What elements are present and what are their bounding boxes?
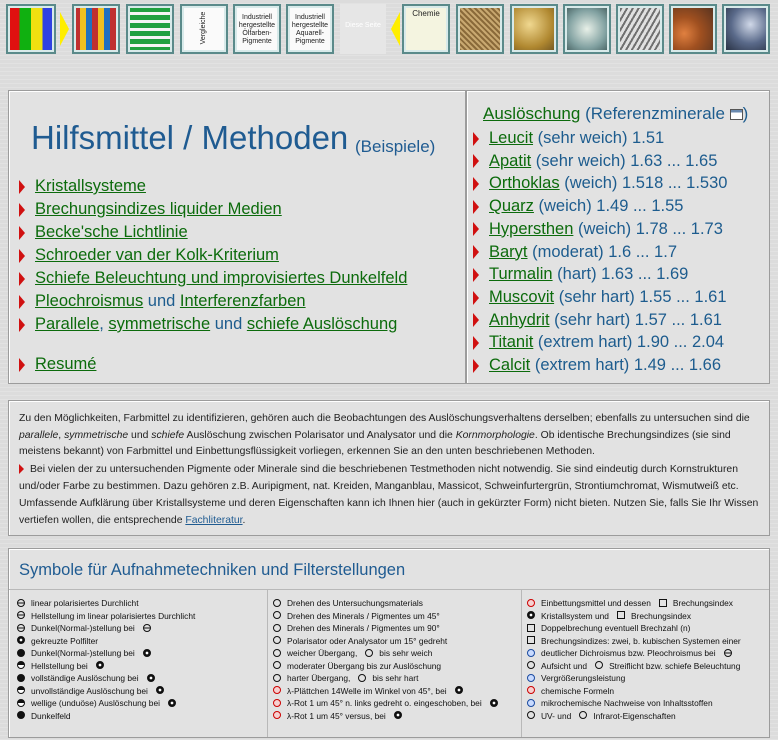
filter-icon: [527, 649, 535, 657]
symbol-text: Dunkel(Normal-)stellung bei: [31, 648, 135, 658]
method-link[interactable]: Schroeder van der Kolk-Kriterium: [35, 246, 279, 264]
red-arrow-icon: [473, 336, 479, 350]
mineral-item: [473, 265, 688, 284]
symbol-row: [273, 672, 504, 685]
half-circle-icon: [17, 661, 25, 669]
symbol-text: Dunkelfeld: [31, 710, 71, 721]
method-item: [19, 177, 146, 196]
lambda-plate-icon: [527, 599, 535, 607]
extinction-panel: [466, 90, 770, 384]
methods-panel: [8, 90, 466, 384]
rotate-icon: [273, 599, 281, 607]
red-arrow-icon: [19, 226, 25, 240]
nav-tile-text[interactable]: [286, 4, 334, 54]
symbol-row: [527, 647, 741, 660]
symbol-text: bis sehr hart: [372, 673, 419, 683]
nav-tile-text[interactable]: [233, 4, 281, 54]
symbol-row: [273, 597, 504, 610]
polarizer-icon: [724, 649, 732, 657]
symbol-row: [527, 660, 741, 673]
nav-tile-current[interactable]: [340, 4, 386, 54]
symbol-text: Drehen des Minerals / Pigmentes um 90°: [287, 623, 440, 633]
rotate-icon: [595, 661, 603, 669]
crossed-polars-icon: [17, 636, 25, 644]
mineral-info: (weich) 1.78 ... 1.73: [573, 219, 723, 238]
method-item: [19, 292, 306, 311]
mineral-info: (sehr weich) 1.63 ... 1.65: [531, 151, 718, 170]
nav-tile-micro3[interactable]: [616, 4, 664, 54]
lambda-plate-icon: [527, 686, 535, 694]
index-icon: [659, 599, 667, 607]
rotate-icon: [527, 711, 535, 719]
rotate-icon: [273, 611, 281, 619]
extinction-link[interactable]: Auslöschung: [483, 104, 581, 123]
mineral-item: [473, 243, 677, 262]
symbol-text: Hellstellung im linear polarisiertes Durchlicht: [31, 610, 196, 621]
mineral-info: (hart) 1.63 ... 1.69: [552, 265, 689, 284]
method-link[interactable]: Parallele: [35, 315, 100, 333]
symbol-row: [17, 710, 195, 723]
symbol-text: weicher Übergang,: [287, 648, 358, 658]
method-link[interactable]: Kristallsysteme: [35, 177, 146, 195]
symbol-row: [527, 610, 741, 623]
symbol-row: [527, 710, 741, 723]
symbols-column-2: [273, 597, 504, 722]
symbol-text: wellige (unduöse) Auslöschung bei: [31, 698, 160, 708]
mineral-item: [473, 129, 664, 148]
rotate-icon: [273, 674, 281, 682]
nav-tile-label: Diese Seite: [345, 22, 381, 29]
symbol-text: gekreuzte Polfilter: [31, 635, 99, 646]
mineral-info: (moderat) 1.6 ... 1.7: [527, 242, 677, 261]
mineral-info: (weich) 1.518 ... 1.530: [559, 174, 728, 193]
nav-tile-label: Chemie: [412, 9, 440, 18]
symbol-text: Brechungsindizes: zwei, b. kubischen Systemen einer: [541, 635, 741, 646]
symbol-row: [17, 672, 195, 685]
birefringence-icon: [527, 624, 535, 632]
red-arrow-icon: [473, 200, 479, 214]
symbol-text: Polarisator oder Analysator um 15° gedreht: [287, 635, 448, 646]
symbol-row: [273, 697, 504, 710]
mineral-info: (extrem hart) 1.49 ... 1.66: [530, 356, 722, 374]
red-arrow-icon: [473, 291, 479, 305]
filter-icon: [527, 699, 535, 707]
red-arrow-icon: [19, 464, 24, 474]
symbol-text: bis sehr weich: [379, 648, 433, 658]
method-link[interactable]: Interferenzfarben: [179, 292, 306, 310]
mineral-link[interactable]: Apatit: [489, 151, 532, 170]
nav-tile-micro5[interactable]: [722, 4, 770, 54]
red-arrow-icon: [19, 272, 25, 286]
crossed-polars-icon: [96, 661, 104, 669]
red-arrow-icon: [473, 313, 479, 327]
red-arrow-icon: [19, 318, 25, 332]
red-arrow-icon: [473, 132, 479, 146]
method-item: [19, 223, 188, 242]
symbol-text: λ-Plättchen 14Welle im Winkel von 45°, bei: [287, 685, 447, 696]
symbol-row: [17, 697, 195, 710]
symbol-row: [17, 610, 195, 623]
nav-tile-label: Industriell hergestellte Aquarell-Pigmente: [291, 14, 329, 45]
nav-tile-micro2[interactable]: [563, 4, 611, 54]
method-item: [19, 246, 279, 265]
nav-tile-texture[interactable]: [456, 4, 504, 54]
symbol-row: [527, 622, 741, 635]
crossed-polars-icon: [490, 699, 498, 707]
symbol-row: [527, 697, 741, 710]
index-icon: [527, 636, 535, 644]
polarizer-icon: [17, 611, 25, 619]
mineral-link[interactable]: Calcit: [489, 356, 531, 374]
symbol-row: [17, 622, 195, 635]
literature-link[interactable]: Fachliteratur: [185, 514, 243, 526]
method-item: [19, 200, 282, 219]
symbol-text: Brechungsindex: [672, 598, 733, 608]
info-panel: [8, 400, 770, 536]
divider: [267, 589, 268, 737]
symbol-row: [273, 685, 504, 698]
nav-tile-label: Industriell hergestellte Ölfarben-Pigmente: [238, 14, 276, 45]
method-connector: ,: [99, 315, 109, 333]
symbol-row: [273, 622, 504, 635]
half-circle-icon: [17, 699, 25, 707]
polarizer-icon: [143, 624, 151, 632]
mineral-link[interactable]: Turmalin: [489, 265, 553, 284]
method-connector: und: [143, 292, 180, 310]
method-link[interactable]: Pleochroismus: [35, 292, 144, 310]
method-link[interactable]: symmetrische: [108, 315, 211, 333]
lambda-plate-icon: [273, 699, 281, 707]
filter-icon: [527, 674, 535, 682]
symbol-text: Einbettungsmittel und dessen: [541, 598, 651, 608]
divider: [9, 589, 769, 590]
nav-tile-micro[interactable]: [510, 4, 558, 54]
mineral-link[interactable]: Baryt: [489, 242, 528, 261]
symbol-text: Brechungsindex: [630, 610, 692, 621]
nav-tile-colors[interactable]: [6, 4, 56, 54]
symbol-row: [273, 660, 504, 673]
symbol-text: Infrarot-Eigenschaften: [593, 710, 676, 721]
rotate-icon: [273, 649, 281, 657]
symbol-text: Dunkel(Normal-)stellung bei: [31, 623, 135, 633]
symbol-row: [527, 597, 741, 610]
symbols-panel: [8, 548, 770, 738]
nav-tile-grid[interactable]: [72, 4, 120, 54]
page-title: Hilfsmittel / Methoden: [31, 119, 349, 156]
symbol-text: mikrochemische Nachweise von Inhaltsstoffen: [541, 698, 713, 708]
red-arrow-icon: [473, 177, 479, 191]
symbol-row: [17, 660, 195, 673]
info-paragraph-2: Bei vielen der zu untersuchenden Pigmente oder Minerale sind die beschriebenen Testmethoden nicht notwendig. Sie sind eindeutig durch Kornstrukturen und/oder Farbe zu bestimmen. Dazu gehören z.B. Auripigment, nat. Kreiden, Manganblau, Massicot, Schweinfurtergrün, Strontiumchromat, Wismutweiß etc.: [19, 464, 739, 492]
symbol-text: moderater Übergang bis zur Auslöschung: [287, 660, 442, 671]
symbol-text: UV- und: [541, 710, 572, 721]
resume-item: [19, 355, 96, 374]
symbol-text: linear polarisiertes Durchlicht: [31, 598, 139, 608]
symbol-row: [17, 597, 195, 610]
symbol-text: Aufsicht und: [541, 660, 588, 671]
red-arrow-icon: [473, 268, 479, 282]
red-arrow-icon: [19, 295, 25, 309]
mineral-item: [473, 356, 721, 375]
symbol-row: [17, 647, 195, 660]
nav-tile-chem[interactable]: [402, 4, 450, 54]
symbol-row: [273, 610, 504, 623]
index-icon: [617, 611, 625, 619]
symbol-text: harter Übergang,: [287, 673, 351, 683]
symbol-text: unvollständige Auslöschung bei: [31, 685, 148, 696]
symbol-row: [273, 710, 504, 723]
mineral-link[interactable]: Leucit: [489, 129, 534, 147]
mineral-item: [473, 174, 727, 193]
symbol-text: Doppelbrechung eventuell Brechzahl (n): [541, 623, 691, 633]
half-circle-icon: [17, 686, 25, 694]
polarizer-icon: [17, 624, 25, 632]
symbol-text: Drehen des Untersuchungsmaterials: [287, 598, 423, 608]
crossed-polars-icon: [147, 674, 155, 682]
mineral-link[interactable]: Titanit: [489, 333, 534, 352]
symbol-text: Drehen des Minerals / Pigmentes um 45°: [287, 610, 440, 621]
rotate-icon: [273, 661, 281, 669]
info-paragraph-3: Umfassende Aufklärung über Kristallsysteme und deren Eigenschaften kann ich Ihnen hier (auch in gekürzter Form) nicht bieten. Nutzen Sie, falls Sie Ihr Wissen vertiefen wollen, die entsprechende Fachliteratur.: [19, 498, 759, 526]
rotate-icon: [273, 636, 281, 644]
nav-tile-grid2[interactable]: [126, 4, 174, 54]
rotate-icon: [273, 624, 281, 632]
symbol-text: deutlicher Dichroismus bzw. Pleochroismus bei: [541, 648, 716, 658]
red-arrow-icon: [473, 222, 479, 236]
symbol-text: Vergrößerungsleistung: [541, 673, 626, 683]
mineral-link[interactable]: Quarz: [489, 197, 534, 216]
symbol-row: [527, 685, 741, 698]
method-link[interactable]: Becke'sche Lichtlinie: [35, 223, 188, 241]
mineral-info: (weich) 1.49 ... 1.55: [533, 197, 684, 216]
red-arrow-icon: [473, 359, 479, 373]
red-arrow-icon: [19, 180, 25, 194]
method-link[interactable]: Brechungsindizes liquider Medien: [35, 200, 282, 218]
crossed-polars-icon: [527, 611, 535, 619]
crossed-polars-icon: [394, 711, 402, 719]
red-arrow-icon: [473, 154, 479, 168]
red-arrow-icon: [19, 249, 25, 263]
crossed-polars-icon: [143, 649, 151, 657]
nav-arrow-icon: [60, 12, 69, 46]
method-link[interactable]: Schiefe Beleuchtung und improvisiertes Dunkelfeld: [35, 269, 408, 287]
top-navigation: [0, 0, 778, 60]
lambda-plate-icon: [273, 711, 281, 719]
symbol-row: [17, 635, 195, 648]
symbol-text: λ-Rot 1 um 45° n. links gedreht o. eingeschoben, bei: [287, 698, 482, 708]
method-link[interactable]: schiefe Auslöschung: [246, 315, 398, 333]
mineral-info: (sehr hart) 1.55 ... 1.61: [554, 287, 727, 306]
filled-circle-icon: [17, 649, 25, 657]
symbol-row: [273, 635, 504, 648]
rotate-icon: [579, 711, 587, 719]
extinction-heading: Auslöschung (Referenzminerale ): [483, 104, 749, 123]
method-connector: und: [210, 315, 247, 333]
rotate-icon: [365, 649, 373, 657]
filled-circle-icon: [17, 674, 25, 682]
nav-tile-label: Vergleiche: [200, 11, 207, 45]
mineral-item: [473, 333, 724, 352]
mineral-link[interactable]: Anhydrit: [489, 310, 550, 329]
mineral-link[interactable]: Muscovit: [489, 287, 555, 306]
mineral-item: [473, 197, 683, 216]
mineral-item: [473, 152, 717, 171]
method-item: [19, 269, 407, 288]
symbol-text: λ-Rot 1 um 45° versus, bei: [287, 710, 386, 721]
symbols-column-1: [17, 597, 195, 722]
symbol-text: Hellstellung bei: [31, 660, 88, 671]
symbol-text: vollständige Auslöschung bei: [31, 673, 139, 683]
mineral-info: (sehr weich) 1.51: [533, 129, 665, 147]
crossed-polars-icon: [455, 686, 463, 694]
rotate-icon: [527, 661, 535, 669]
mineral-info: (extrem hart) 1.90 ... 2.04: [533, 333, 725, 352]
symbol-row: [527, 672, 741, 685]
symbol-row: [527, 635, 741, 648]
mineral-link[interactable]: Hypersthen: [489, 219, 574, 238]
filled-circle-icon: [17, 711, 25, 719]
red-arrow-icon: [473, 245, 479, 259]
symbol-text: Kristallsystem und: [541, 610, 609, 621]
mineral-info: (sehr hart) 1.57 ... 1.61: [549, 310, 722, 329]
symbol-text: chemische Formeln: [541, 685, 615, 696]
mineral-item: [473, 220, 723, 239]
window-icon: [730, 109, 743, 120]
info-paragraph-1: Zu den Möglichkeiten, Farbmittel zu identifizieren, gehören auch die Beobachtungen des Auslöschungsverhaltens derselben; ebenfalls zu untersuchen sind die parallele, symmetrische und schiefe Auslöschung zwischen Polarisator und Analysator und die Kornmorphologie. Ob identische Brechungsindizes (sie sind meistens bekannt) von Farbmittel und Einbettungsflüssigkeit vorliegen, erkennen Sie an den unten beschriebenen Methoden.: [19, 413, 750, 457]
nav-tile-micro4[interactable]: [669, 4, 717, 54]
symbols-column-3: [527, 597, 741, 722]
red-arrow-icon: [19, 358, 25, 372]
symbols-title: Symbole für Aufnahmetechniken und Filterstellungen: [19, 561, 406, 579]
nav-arrow-icon: [391, 12, 400, 46]
divider: [521, 589, 522, 737]
mineral-link[interactable]: Orthoklas: [489, 174, 560, 193]
symbol-text: Streiflicht bzw. schiefe Beleuchtung: [609, 660, 741, 671]
symbol-row: [273, 647, 504, 660]
polarizer-icon: [17, 599, 25, 607]
rotate-icon: [358, 674, 366, 682]
nav-tile-compare[interactable]: [180, 4, 228, 54]
symbol-row: [17, 685, 195, 698]
method-item: [19, 315, 397, 334]
mineral-item: [473, 288, 727, 307]
resume-link[interactable]: Resumé: [35, 355, 97, 373]
crossed-polars-icon: [156, 686, 164, 694]
page-subtitle: (Beispiele): [355, 137, 436, 156]
lambda-plate-icon: [273, 686, 281, 694]
mineral-item: [473, 311, 722, 330]
red-arrow-icon: [19, 203, 25, 217]
crossed-polars-icon: [168, 699, 176, 707]
